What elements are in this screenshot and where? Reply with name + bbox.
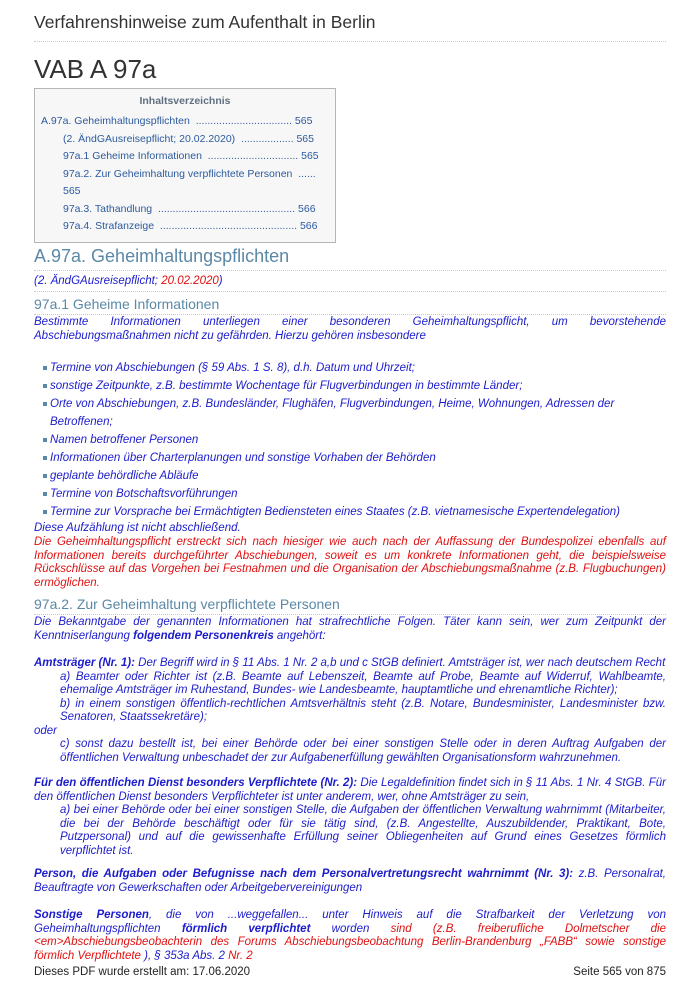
- running-header: Verfahrenshinweise zum Aufenthalt in Berlin: [34, 12, 666, 42]
- list-item: Termine von Abschiebungen (§ 59 Abs. 1 S. 8), d.h. Datum und Uhrzeit;: [34, 359, 666, 377]
- paragraph-nr2: Für den öffentlichen Dienst besonders Verpflichtete (Nr. 2): Die Legaldefinition findet sich in § 11 Abs. 1 Nr. 4 StGB. Für den öffentlichen Dienst besonders Verpflichteter ist unter anderem, wer, ohne Amtsträger zu sein, a) bei einer Behörde oder bei einer sonstigen Stelle, die Aufgaben der öffentlichen Verwaltung wahrnimmt (Mitarbeiter, die bei der Behörde beschäftigt oder für sie tätig sind, (z.B. Angestellte, Auszubildender, Praktikant, Bote, Putzpersonal) und auf die gewissenhafte Erfüllung seiner Obliegenheiten auf Grund eines Gesetzes förmlich verpflichtet ist.: [34, 777, 666, 857]
- table-of-contents: [34, 88, 336, 243]
- toc-item[interactable]: 97a.3. Tathandlung ............................................... 566: [63, 202, 316, 215]
- amendment-note: (2. ÄndGAusreisepflicht; 20.02.2020): [34, 275, 666, 292]
- persons-intro: Die Bekanntgabe der genannten Informationen hat strafrechtliche Folgen. Täter kann sein, wer zum Zeitpunkt der Kenntniserlangung folgendem Personenkreis angehört:: [34, 616, 666, 642]
- list-item: Orte von Abschiebungen, z.B. Bundesländer, Flughäfen, Flugverbindungen, Heime, Wohnungen, Adressen der Betroffenen;: [34, 395, 666, 431]
- toc-item[interactable]: 97a.2. Zur Geheimhaltung verpflichtete Personen ...... 565: [63, 167, 316, 197]
- paragraph-other-persons: Sonstige Personen, die von ...weggefallen... unter Hinweis auf die Strafbarkeit der Verletzung von Geheimhaltungspflichten förmlich verpflichtet worden sind (z.B. freiberufliche Dolmetscher die <em>Abschiebungsbeobachterin des Forums Abschiebungsbeobachtung Berlin-Brandenburg „FABB“ sowie sonstige förmlich Verpflichtete ), § 353a Abs. 2 Nr. 2: [34, 909, 666, 962]
- page-footer: [34, 966, 666, 978]
- subsection-heading-2: 97a.2. Zur Geheimhaltung verpflichtete Personen: [34, 596, 666, 615]
- intro-paragraph: Bestimmte Informationen unterliegen einer besonderen Geheimhaltungspflicht, um bevorstehende Abschiebungsmaßnahmen nicht zu gefährden. Hierzu gehören insbesondere: [34, 316, 666, 342]
- amendment-paragraph: Die Geheimhaltungspflicht erstreckt sich nach hiesiger wie auch nach der Auffassung der Bundespolizei ebenfalls auf Informationen bereits durchgeführter Abschiebungen, soweit es um konkrete Informationen geht, die beispielsweise Rückschlüsse auf das Vorgehen bei Festnahmen und die Organisation der Abschiebungsmaßnahme (z.B. Flugbuchungen) ermöglichen.: [34, 536, 666, 589]
- toc-heading: Inhaltsverzeichnis: [139, 95, 231, 107]
- list-item: sonstige Zeitpunkte, z.B. bestimmte Wochentage für Flugverbindungen in bestimmte Länder;: [34, 377, 666, 395]
- toc-item[interactable]: (2. ÄndGAusreisepflicht; 20.02.2020) .................. 565: [63, 132, 314, 145]
- footer-page-number: Seite 565 von 875: [573, 966, 666, 978]
- list-item: Termine von Botschaftsvorführungen: [34, 485, 666, 503]
- toc-item[interactable]: 97a.1 Geheime Informationen ............................... 565: [63, 150, 319, 162]
- page-title: VAB A 97a: [34, 54, 157, 84]
- section-heading: A.97a. Geheimhaltungspflichten: [34, 246, 666, 271]
- list-item: geplante behördliche Abläufe: [34, 467, 666, 485]
- list-note: Diese Aufzählung ist nicht abschließend.: [34, 522, 241, 534]
- toc-item[interactable]: 97a.4. Strafanzeige ............................................... 566: [63, 220, 318, 232]
- paragraph-nr1: Amtsträger (Nr. 1): Der Begriff wird in § 11 Abs. 1 Nr. 2 a,b und c StGB definiert. Amtsträger ist, wer nach deutschem Recht a) Beamter oder Richter ist (z.B. Beamte auf Lebenszeit, Beamte auf Probe, Beamte auf Widerruf, Wahlbeamte, ehemalige Amtsträger im Ruhestand, Bundes- wie Landesbeamte, hauptamtliche und ehrenamtliche Richter); b) in einem sonstigen öffentlich-rechtlichen Amtsverhältnis steht (z.B. Notare, Bundesminister, Landesminister bzw. Senatoren, Staatssekretäre); oder c) sonst dazu bestellt ist, bei einer Behörde oder bei einer sonstigen Stelle oder in deren Auftrag Aufgaben der öffentlichen Verwaltung unbeschadet der zur Aufgabenerfüllung gewählten Organisationsform wahrzunehmen.: [34, 657, 666, 764]
- footer-created-date: Dieses PDF wurde erstellt am: 17.06.2020: [34, 966, 251, 978]
- secret-info-list: [34, 359, 666, 521]
- paragraph-nr3: Person, die Aufgaben oder Befugnisse nach dem Personalvertretungsrecht wahrnimmt (Nr. 3): z.B. Personalrat, Beauftragte von Gewerkschaften oder Arbeitgebervereinigungen: [34, 868, 666, 894]
- toc-item[interactable]: A.97a. Geheimhaltungspflichten ................................. 565: [41, 115, 313, 127]
- list-item: Termine zur Vorsprache bei Ermächtigten Bediensteten eines Staates (z.B. vietnamesische Expertendelegation): [34, 503, 666, 521]
- list-item: Namen betroffener Personen: [34, 431, 666, 449]
- list-item: Informationen über Charterplanungen und sonstige Vorhaben der Behörden: [34, 449, 666, 467]
- subsection-heading-1: 97a.1 Geheime Informationen: [34, 296, 666, 315]
